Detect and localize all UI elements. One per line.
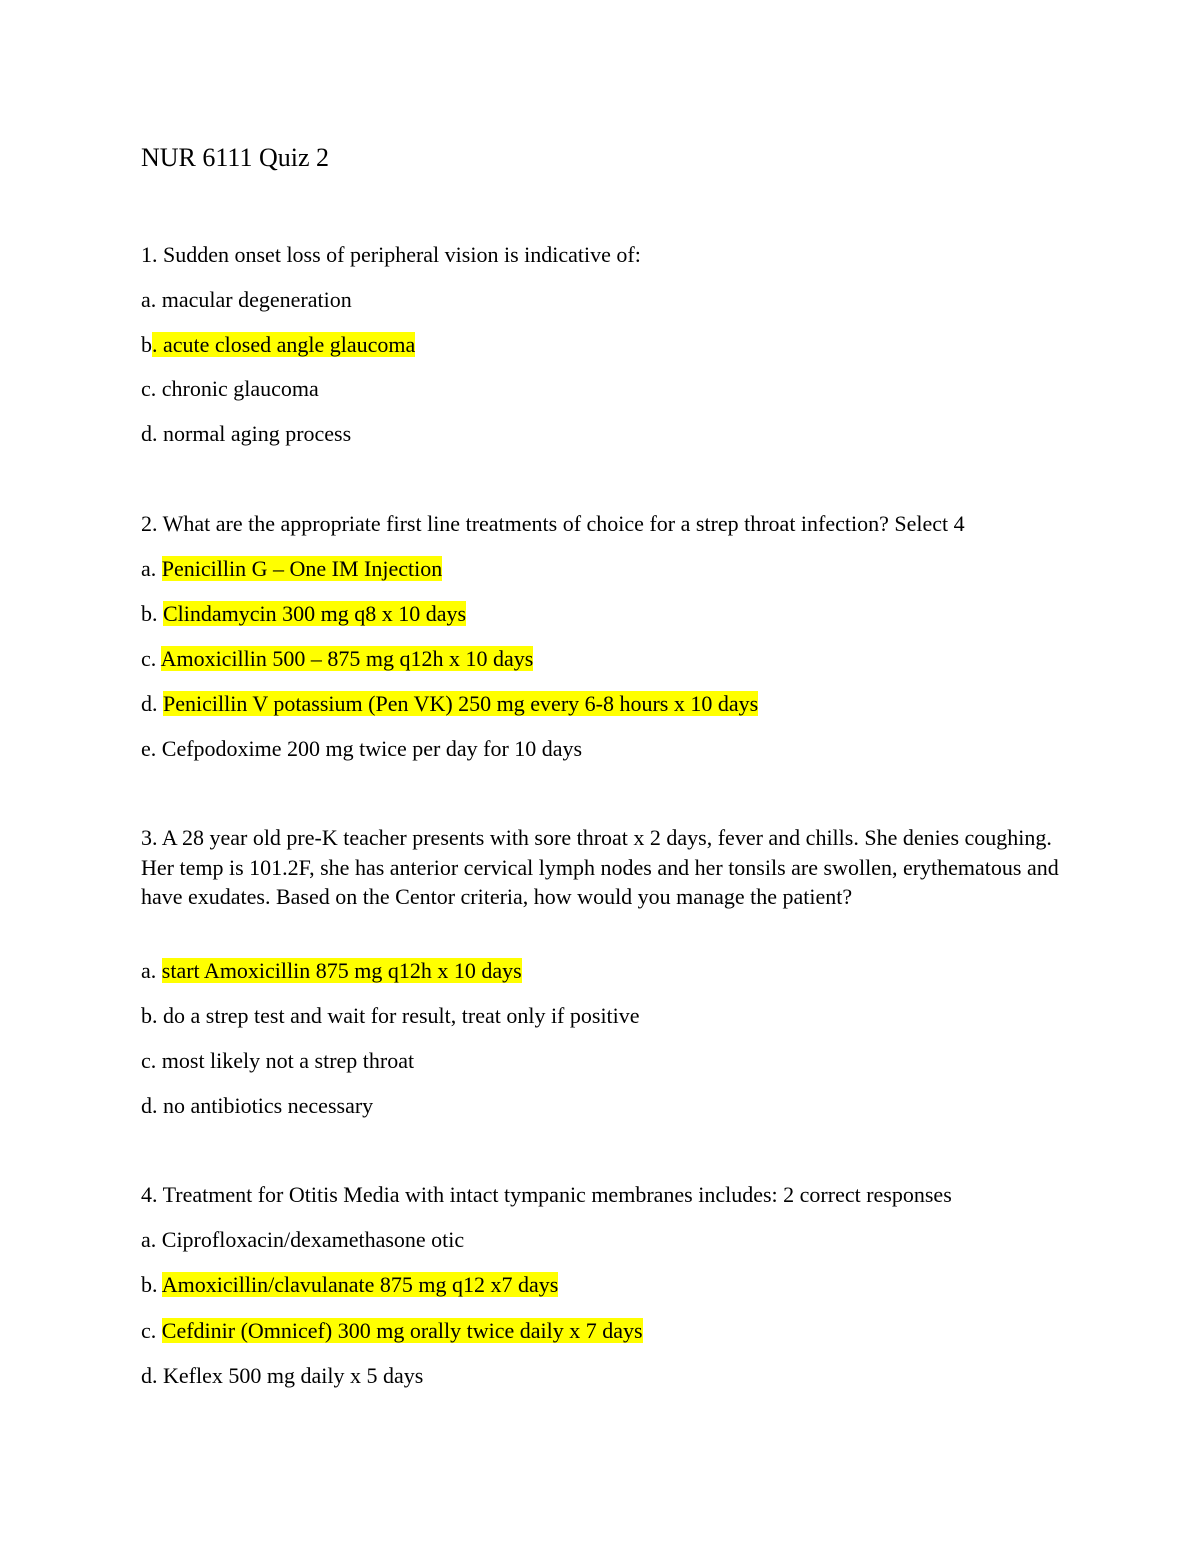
question-3-option-a xyxy=(141,956,522,986)
question-2-option-a xyxy=(141,554,442,584)
option-prefix: b. xyxy=(141,601,163,626)
question-2-option-c xyxy=(141,644,533,674)
option-prefix: d. xyxy=(141,421,163,446)
highlighted-answer: Penicillin V potassium (Pen VK) 250 mg every 6-8 hours x 10 days xyxy=(163,691,759,716)
option-text: Keflex 500 mg daily x 5 days xyxy=(163,1363,424,1388)
question-2-option-d xyxy=(141,689,758,719)
question-1-stem: 1. Sudden onset loss of peripheral vision is indicative of: xyxy=(141,242,641,267)
document-title: NUR 6111 Quiz 2 xyxy=(141,143,330,172)
option-prefix: a. xyxy=(141,287,162,312)
question-3-option-d xyxy=(141,1091,373,1121)
question-2-stem: 2. What are the appropriate first line treatments of choice for a strep throat infection? Select 4 xyxy=(141,511,965,536)
question-4-option-c xyxy=(141,1316,643,1346)
option-text: macular degeneration xyxy=(161,287,352,312)
option-prefix: d. xyxy=(141,1093,163,1118)
highlighted-answer: Penicillin G – One IM Injection xyxy=(161,556,443,581)
option-text: Ciprofloxacin/dexamethasone otic xyxy=(161,1227,465,1252)
question-1-option-d xyxy=(141,419,351,449)
question-4-stem: 4. Treatment for Otitis Media with intact tympanic membranes includes: 2 correct responses xyxy=(141,1182,952,1207)
highlighted-answer: Amoxicillin/clavulanate 875 mg q12 x7 days xyxy=(161,1272,559,1297)
question-3-option-c xyxy=(141,1046,414,1076)
question-2-option-b xyxy=(141,599,466,629)
option-text: most likely not a strep throat xyxy=(161,1048,415,1073)
question-4-option-d xyxy=(141,1361,423,1391)
question-1-option-b xyxy=(141,330,415,360)
option-prefix: d. xyxy=(141,1363,163,1388)
highlighted-answer: . acute closed angle glaucoma xyxy=(152,332,416,357)
option-prefix: c. xyxy=(141,1318,162,1343)
highlighted-answer: Cefdinir (Omnicef) 300 mg orally twice daily x 7 days xyxy=(161,1318,643,1343)
option-text: no antibiotics necessary xyxy=(163,1093,374,1118)
option-prefix: a. xyxy=(141,1227,162,1252)
option-prefix: c. xyxy=(141,376,162,401)
question-1-option-c xyxy=(141,374,319,404)
option-prefix: d. xyxy=(141,691,163,716)
option-prefix: b. xyxy=(141,1003,163,1028)
question-4-option-b xyxy=(141,1270,558,1300)
option-prefix: c. xyxy=(141,1048,162,1073)
question-3-option-b xyxy=(141,1001,640,1031)
option-text: chronic glaucoma xyxy=(161,376,319,401)
option-prefix: c. xyxy=(141,646,161,671)
option-text: do a strep test and wait for result, treat only if positive xyxy=(163,1003,640,1028)
question-3-stem: 3. A 28 year old pre-K teacher presents with sore throat x 2 days, fever and chills. She denies coughing. Her temp is 101.2F, she has anterior cervical lymph nodes and her tonsils are swollen, erythematous and have exudates. Based on the Centor criteria, how would you manage the patient? xyxy=(141,825,1059,909)
option-text: Cefpodoxime 200 mg twice per day for 10 days xyxy=(161,736,583,761)
option-text: normal aging process xyxy=(163,421,352,446)
highlighted-answer: Amoxicillin 500 – 875 mg q12h x 10 days xyxy=(160,646,534,671)
option-prefix: a. xyxy=(141,556,162,581)
highlighted-answer: start Amoxicillin 875 mg q12h x 10 days xyxy=(161,958,522,983)
option-prefix: b xyxy=(141,332,152,357)
highlighted-answer: Clindamycin 300 mg q8 x 10 days xyxy=(163,601,467,626)
option-prefix: a. xyxy=(141,958,162,983)
option-prefix: b. xyxy=(141,1272,162,1297)
question-2-option-e xyxy=(141,734,582,764)
option-prefix: e. xyxy=(141,736,162,761)
question-1-option-a xyxy=(141,285,352,315)
question-4-option-a xyxy=(141,1225,464,1255)
